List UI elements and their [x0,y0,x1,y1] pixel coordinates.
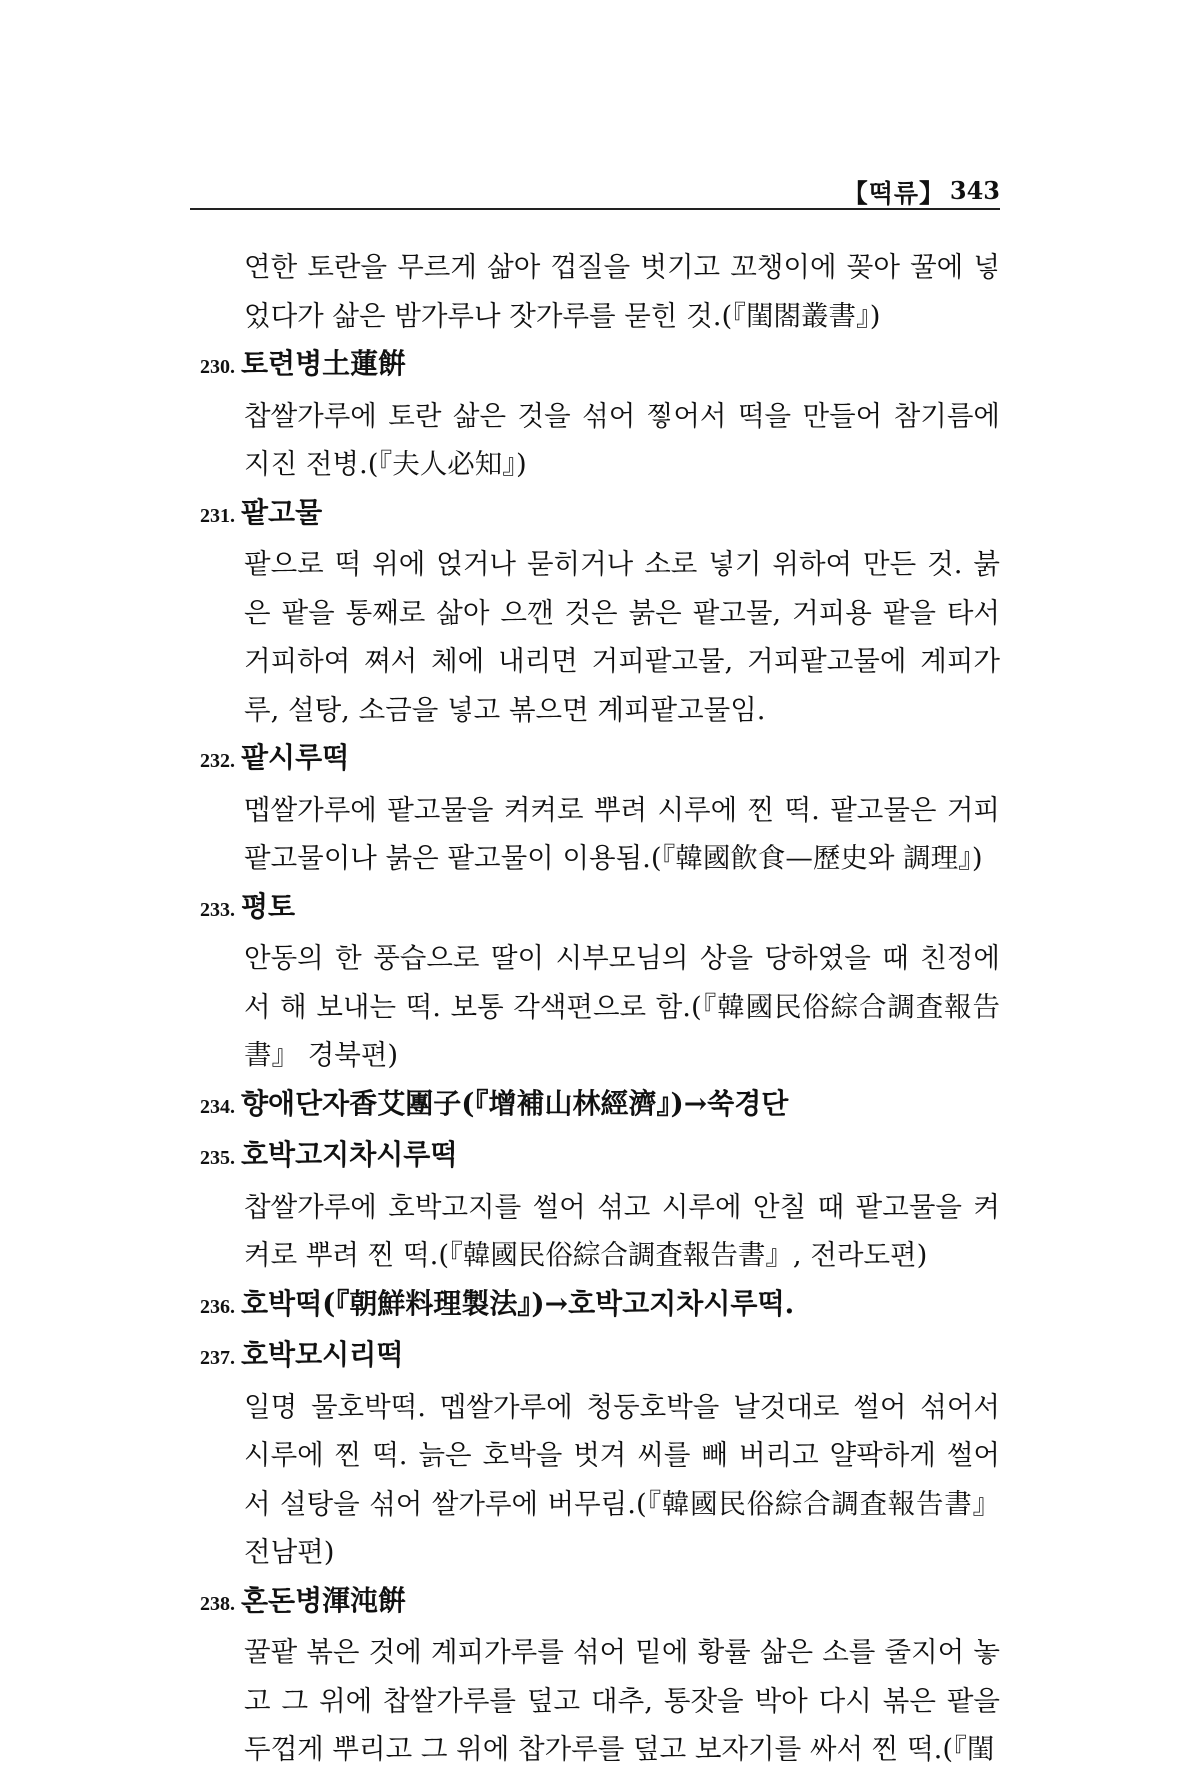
entry-number: 232. [200,750,235,772]
entry-number: 237. [200,1347,235,1369]
entry-title: 향애단자香艾團子(『增補山林經濟』)→쑥경단 [241,1086,789,1120]
entry-title: 호박모시리떡 [241,1338,404,1371]
entry-231 [200,489,1000,735]
entry-body: 일명 물호박떡. 멥쌀가루에 청둥호박을 날것대로 썰어 섞어서 시루에 찐 떡. 늙은 호박을 벗겨 씨를 빼 버리고 얄팍하게 썰어서 설탕을 섞어 쌀가루에 버무림.(『韓國民俗綜合調査報告書』 전남편) [244,1390,1000,1568]
running-header [190,170,1000,210]
entry-title: 팥고물 [241,495,323,529]
page-number: 343 [949,176,1000,205]
entry-body: 찹쌀가루에 토란 삶은 것을 섞어 찧어서 떡을 만들어 참기름에 지진 전병.(『夫人必知』) [244,399,1000,480]
entry-230 [200,340,1000,489]
entry-title: 토련병土蓮餠 [241,347,407,380]
entry-234 [200,1080,1000,1132]
entry-number: 236. [200,1295,235,1318]
entry-number: 235. [200,1147,235,1169]
page-body [200,243,1000,1774]
entry-heading [200,489,1000,541]
entry-title: 혼돈병渾沌餠 [241,1583,407,1617]
entry-number: 234. [200,1095,235,1118]
entry-heading [200,1131,1000,1183]
continued-paragraph: 연한 토란을 무르게 삶아 껍질을 벗기고 꼬챙이에 꽂아 꿀에 넣었다가 삶은 밤가루나 잣가루를 묻힌 것.(『閨閤叢書』) [244,251,1000,332]
entry-number: 230. [200,356,235,378]
entry-heading [200,734,1000,786]
entry-233 [200,883,1000,1080]
entry-body: 팥으로 떡 위에 얹거나 묻히거나 소로 넣기 위하여 만든 것. 붉은 팥을 통째로 삶아 으깬 것은 붉은 팥고물, 거피용 팥을 타서 거피하여 쪄서 체에 내리면 거피팥고물, 거피팥고물에 계피가루, 설탕, 소금을 넣고 볶으면 계피팥고물임. [244,548,1000,726]
section-title: 【떡류】 [842,179,945,208]
entry-heading [200,1080,1000,1132]
entry-235 [200,1131,1000,1280]
entry-number: 233. [200,898,235,921]
entry-237 [200,1331,1000,1577]
entry-title: 호박떡(『朝鮮料理製法』)→호박고지차시루떡. [241,1286,795,1320]
entry-heading [200,883,1000,935]
entry-heading [200,1331,1000,1383]
entry-number: 238. [200,1592,235,1615]
entry-body: 멥쌀가루에 팥고물을 켜켜로 뿌려 시루에 찐 떡. 팥고물은 거피팥고물이나 붉은 팥고물이 이용됨.(『韓國飮食—歷史와 調理』) [244,793,1000,874]
entry-number: 231. [200,504,235,527]
entry-title: 호박고지차시루떡 [241,1138,458,1171]
entry-heading [200,1577,1000,1629]
entry-body: 안동의 한 풍습으로 딸이 시부모님의 상을 당하였을 때 친정에서 해 보내는 떡. 보통 각색편으로 함.(『韓國民俗綜合調査報告書』 경북편) [244,942,1000,1071]
entry-title: 팥시루떡 [241,741,350,774]
entry-heading [200,1280,1000,1332]
entry-238 [200,1577,1000,1774]
entry-236 [200,1280,1000,1332]
entry-title: 평토 [241,889,296,923]
entry-232 [200,734,1000,883]
entry-heading [200,340,1000,392]
entry-body: 찹쌀가루에 호박고지를 썰어 섞고 시루에 안칠 때 팥고물을 켜켜로 뿌려 찐 떡.(『韓國民俗綜合調査報告書』, 전라도편) [244,1190,1000,1271]
entry-body: 꿀팥 볶은 것에 계피가루를 섞어 밑에 황률 삶은 소를 줄지어 놓고 그 위에 찹쌀가루를 덮고 대추, 통잣을 박아 다시 볶은 팥을 두껍게 뿌리고 그 위에 찹가루를 덮고 보자기를 싸서 찐 떡.(『閨 [244,1636,1000,1765]
